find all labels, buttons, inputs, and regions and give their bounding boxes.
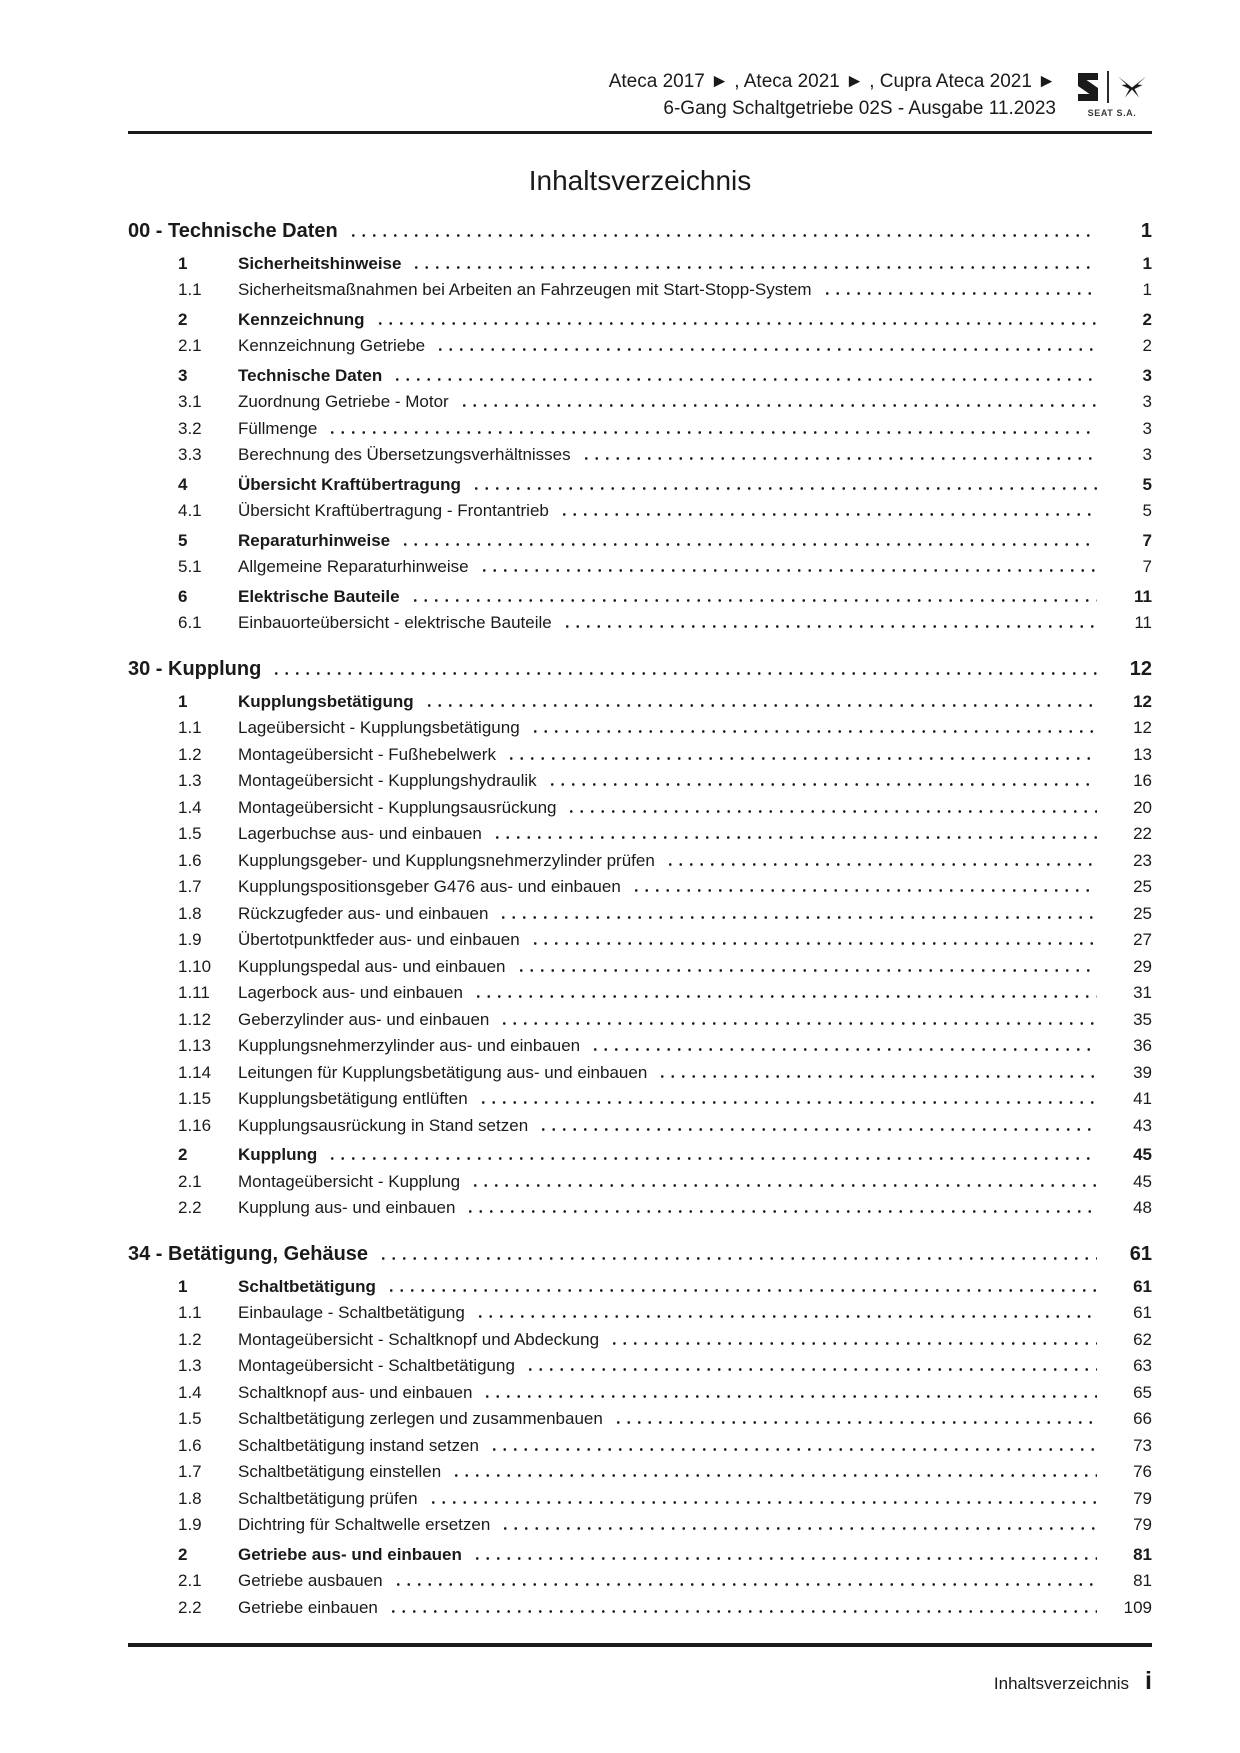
item-label: Sicherheitsmaßnahmen bei Arbeiten an Fahrzeugen mit Start-Stopp-System — [238, 280, 812, 299]
toc-item-row[interactable] — [128, 445, 1152, 465]
item-number: 1.13 — [178, 1036, 212, 1055]
item-number: 2 — [178, 1145, 188, 1164]
dot-leader — [665, 863, 1097, 866]
dot-leader — [547, 783, 1097, 786]
dot-leader — [559, 513, 1097, 516]
item-number: 1.16 — [178, 1115, 212, 1135]
toc-item-row[interactable] — [128, 1545, 1152, 1565]
item-number: 1 — [178, 691, 188, 711]
dot-leader — [393, 1583, 1097, 1586]
item-page-number: 25 — [1133, 877, 1152, 896]
dot-leader — [499, 1022, 1097, 1025]
item-page-number: 16 — [1133, 771, 1152, 790]
dot-leader — [410, 599, 1097, 602]
toc-item-row[interactable] — [128, 1198, 1152, 1218]
item-label: Getriebe einbauen — [238, 1597, 378, 1617]
item-label: Montageübersicht - Kupplung — [238, 1171, 461, 1191]
dot-leader — [392, 378, 1097, 381]
chapter-title: 34 - Betätigung, Gehäuse — [128, 1243, 369, 1265]
item-number: 1.7 — [178, 1462, 202, 1481]
item-label: Geberzylinder aus- und einbauen — [238, 1009, 490, 1029]
dot-leader — [348, 234, 1097, 237]
item-label: Schaltbetätigung prüfen — [238, 1488, 418, 1508]
item-page-number: 5 — [1142, 474, 1152, 494]
item-label: Montageübersicht - Schaltknopf und Abdeckung — [238, 1329, 600, 1349]
toc-item-row[interactable] — [128, 1330, 1152, 1350]
item-page-number: 81 — [1133, 1544, 1152, 1564]
footer-rule — [128, 1643, 1152, 1647]
item-label: Kupplungspedal aus- und einbauen — [238, 956, 506, 976]
item-page-number: 12 — [1133, 718, 1152, 737]
dot-leader — [562, 625, 1097, 628]
chapter-page-number: 1 — [1140, 220, 1152, 242]
item-page-number: 73 — [1133, 1435, 1152, 1455]
dot-leader — [530, 730, 1097, 733]
item-label: Montageübersicht - Kupplungsausrückung — [238, 797, 557, 817]
toc-item-row[interactable] — [128, 1089, 1152, 1109]
toc-item-row[interactable] — [128, 531, 1152, 551]
toc-item-row[interactable] — [128, 1010, 1152, 1030]
item-page-number: 1 — [1142, 253, 1152, 273]
item-label: Montageübersicht - Fußhebelwerk — [238, 744, 496, 764]
item-page-number: 76 — [1133, 1462, 1152, 1481]
toc-item-row[interactable] — [128, 336, 1152, 356]
toc-item-row[interactable] — [128, 877, 1152, 897]
item-page-number: 43 — [1133, 1115, 1152, 1135]
dot-leader — [613, 1421, 1097, 1424]
item-number: 2 — [178, 309, 188, 329]
dot-leader — [386, 1289, 1097, 1292]
dot-leader — [506, 757, 1097, 760]
dot-leader — [411, 266, 1097, 269]
item-page-number: 1 — [1142, 280, 1152, 299]
item-label: Kupplungsausrückung in Stand setzen — [238, 1115, 529, 1135]
item-label: Schaltknopf aus- und einbauen — [238, 1382, 473, 1402]
dot-leader — [473, 995, 1097, 998]
item-page-number: 20 — [1133, 797, 1152, 817]
item-page-number: 65 — [1133, 1382, 1152, 1402]
page-footer — [128, 1668, 1152, 1694]
dot-leader — [538, 1128, 1097, 1131]
item-page-number: 36 — [1133, 1036, 1152, 1055]
item-page-number: 35 — [1133, 1009, 1152, 1029]
toc-item-row[interactable] — [128, 1515, 1152, 1535]
item-number: 5.1 — [178, 557, 202, 576]
toc-item-row[interactable] — [128, 824, 1152, 844]
dot-leader — [271, 672, 1097, 675]
dot-leader — [435, 348, 1097, 351]
item-page-number: 45 — [1133, 1171, 1152, 1191]
item-page-number: 5 — [1142, 501, 1152, 520]
item-label: Montageübersicht - Schaltbetätigung — [238, 1356, 515, 1375]
item-label: Reparaturhinweise — [238, 530, 391, 550]
dot-leader — [475, 1315, 1097, 1318]
item-page-number: 23 — [1133, 850, 1152, 870]
toc-item-row[interactable] — [128, 1598, 1152, 1618]
item-label: Kupplung aus- und einbauen — [238, 1198, 456, 1217]
item-number: 3.2 — [178, 418, 202, 438]
toc-item-row[interactable] — [128, 475, 1152, 495]
item-number: 1.11 — [178, 983, 210, 1002]
toc-item-row[interactable] — [128, 745, 1152, 765]
item-label: Zuordnung Getriebe - Motor — [238, 392, 449, 411]
item-number: 2.1 — [178, 1571, 202, 1590]
item-label: Übersicht Kraftübertragung — [238, 474, 461, 494]
item-label: Schaltbetätigung — [238, 1276, 376, 1296]
chapter-title: 30 - Kupplung — [128, 658, 262, 680]
item-label: Kupplungsgeber- und Kupplungsnehmerzylinder prüfen — [238, 850, 655, 870]
footer-label: Inhaltsverzeichnis — [993, 1674, 1130, 1693]
item-page-number: 27 — [1133, 930, 1152, 949]
item-page-number: 29 — [1133, 956, 1152, 976]
seat-logo-icon — [1076, 72, 1100, 102]
item-label: Kupplungsnehmerzylinder aus- und einbauen — [238, 1036, 581, 1055]
item-number: 1.5 — [178, 1409, 202, 1428]
item-number: 1.3 — [178, 1356, 202, 1375]
toc-item-row[interactable] — [128, 983, 1152, 1003]
item-number: 1.1 — [178, 1303, 202, 1322]
dot-leader — [428, 1501, 1097, 1504]
dot-leader — [388, 1610, 1097, 1613]
dot-leader — [327, 1157, 1097, 1160]
item-label: Technische Daten — [238, 365, 383, 385]
toc-chapter-row[interactable] — [128, 218, 1152, 244]
dot-leader — [478, 1101, 1097, 1104]
item-label: Übersicht Kraftübertragung - Frontantrieb — [238, 501, 549, 520]
item-label: Rückzugfeder aus- und einbauen — [238, 903, 489, 923]
toc-item-row[interactable] — [128, 419, 1152, 439]
toc-item-row[interactable] — [128, 1145, 1152, 1165]
toc-item-row[interactable] — [128, 280, 1152, 300]
toc-item-row[interactable] — [128, 1571, 1152, 1591]
item-number: 2.1 — [178, 1171, 202, 1191]
dot-leader — [459, 404, 1097, 407]
dot-leader — [492, 836, 1097, 839]
item-number: 4 — [178, 474, 188, 494]
toc-chapter-row[interactable] — [128, 656, 1152, 682]
dot-leader — [424, 704, 1097, 707]
dot-leader — [590, 1048, 1097, 1051]
item-page-number: 45 — [1133, 1145, 1152, 1164]
item-page-number: 3 — [1142, 418, 1152, 438]
item-number: 1.6 — [178, 1435, 202, 1455]
header-subtitle-line: 6-Gang Schaltgetriebe 02S - Ausgabe 11.2023 — [663, 98, 1056, 119]
item-number: 1.2 — [178, 1329, 202, 1349]
item-page-number: 61 — [1133, 1276, 1152, 1296]
item-label: Elektrische Bauteile — [238, 586, 400, 606]
toc-item-row[interactable] — [128, 501, 1152, 521]
item-number: 5 — [178, 530, 188, 550]
item-page-number: 12 — [1133, 691, 1152, 711]
item-number: 1 — [178, 1276, 188, 1296]
dot-leader — [631, 889, 1097, 892]
item-label: Allgemeine Reparaturhinweise — [238, 557, 469, 576]
item-number: 1.4 — [178, 797, 202, 817]
toc-item-row[interactable] — [128, 957, 1152, 977]
item-label: Kupplungsbetätigung entlüften — [238, 1089, 468, 1108]
item-number: 3.3 — [178, 445, 202, 464]
dot-leader — [482, 1395, 1097, 1398]
item-number: 1.2 — [178, 744, 202, 764]
dot-leader — [609, 1342, 1097, 1345]
brand-logos — [1072, 70, 1152, 104]
item-number: 6.1 — [178, 613, 202, 632]
header-rule — [128, 131, 1152, 134]
toc-item-row[interactable] — [128, 798, 1152, 818]
dot-leader — [471, 487, 1097, 490]
item-number: 1.8 — [178, 903, 202, 923]
item-label: Übertotpunktfeder aus- und einbauen — [238, 930, 520, 949]
toc-item-row[interactable] — [128, 904, 1152, 924]
item-label: Kennzeichnung Getriebe — [238, 336, 426, 355]
item-label: Lagerbock aus- und einbauen — [238, 983, 463, 1002]
toc-item-row[interactable] — [128, 692, 1152, 712]
item-number: 1.15 — [178, 1089, 212, 1108]
dot-leader — [327, 431, 1097, 434]
item-label: Montageübersicht - Kupplungshydraulik — [238, 771, 537, 790]
item-number: 1.5 — [178, 824, 202, 843]
item-number: 1.1 — [178, 718, 202, 737]
item-page-number: 39 — [1133, 1062, 1152, 1082]
toc-item-row[interactable] — [128, 930, 1152, 950]
item-label: Lageübersicht - Kupplungsbetätigung — [238, 718, 520, 737]
item-number: 2.2 — [178, 1597, 202, 1617]
item-number: 4.1 — [178, 501, 202, 520]
item-page-number: 2 — [1142, 309, 1152, 329]
item-page-number: 7 — [1142, 557, 1152, 576]
item-page-number: 11 — [1134, 613, 1152, 632]
item-number: 1.9 — [178, 1515, 202, 1534]
dot-leader — [489, 1448, 1097, 1451]
item-label: Dichtring für Schaltwelle ersetzen — [238, 1515, 491, 1534]
toc-item-row[interactable] — [128, 771, 1152, 791]
toc-item-row[interactable] — [128, 1116, 1152, 1136]
item-page-number: 25 — [1133, 903, 1152, 923]
item-label: Getriebe aus- und einbauen — [238, 1544, 462, 1564]
item-page-number: 48 — [1133, 1198, 1152, 1217]
dot-leader — [375, 322, 1097, 325]
toc-item-row[interactable] — [128, 1063, 1152, 1083]
dot-leader — [451, 1474, 1097, 1477]
item-number: 1.10 — [178, 956, 212, 976]
chapter-page-number: 12 — [1129, 658, 1152, 680]
item-page-number: 31 — [1133, 983, 1152, 1002]
page-header — [128, 68, 1152, 122]
item-label: Schaltbetätigung zerlegen und zusammenbauen — [238, 1409, 603, 1428]
item-label: Schaltbetätigung einstellen — [238, 1462, 442, 1481]
dot-leader — [516, 969, 1097, 972]
dot-leader — [525, 1368, 1097, 1371]
dot-leader — [479, 569, 1097, 572]
dot-leader — [657, 1075, 1097, 1078]
header-models-line: Ateca 2017 ► , Ateca 2021 ► , Cupra Ateca 2021 ► — [608, 71, 1056, 92]
toc-item-row[interactable] — [128, 1036, 1152, 1056]
item-page-number: 3 — [1142, 392, 1152, 411]
item-number: 6 — [178, 586, 188, 606]
item-number: 1.3 — [178, 771, 202, 790]
toc-item-row[interactable] — [128, 1383, 1152, 1403]
toc-item-row[interactable] — [128, 254, 1152, 274]
item-number: 1.12 — [178, 1009, 212, 1029]
item-page-number: 81 — [1133, 1571, 1152, 1590]
item-number: 1.7 — [178, 877, 202, 896]
item-label: Kennzeichnung — [238, 309, 365, 329]
cupra-logo-icon — [1116, 75, 1148, 99]
dot-leader — [530, 942, 1097, 945]
item-label: Kupplungsbetätigung — [238, 691, 414, 711]
dot-leader — [822, 292, 1097, 295]
toc-item-row[interactable] — [128, 1356, 1152, 1376]
dot-leader — [498, 916, 1097, 919]
toc-item-row[interactable] — [128, 1277, 1152, 1297]
item-label: Lagerbuchse aus- und einbauen — [238, 824, 482, 843]
toc-item-row[interactable] — [128, 718, 1152, 738]
item-page-number: 7 — [1142, 530, 1152, 550]
toc-item-row[interactable] — [128, 1489, 1152, 1509]
item-page-number: 11 — [1134, 586, 1152, 606]
item-number: 3.1 — [178, 392, 202, 411]
toc-item-row[interactable] — [128, 557, 1152, 577]
item-number: 1 — [178, 253, 188, 273]
item-page-number: 2 — [1142, 336, 1152, 355]
toc — [128, 218, 1152, 1618]
item-number: 1.9 — [178, 930, 202, 949]
toc-item-row[interactable] — [128, 1436, 1152, 1456]
toc-item-row[interactable] — [128, 1462, 1152, 1482]
item-number: 1.14 — [178, 1062, 212, 1082]
dot-leader — [566, 810, 1097, 813]
brand-caption: SEAT S.A. — [1087, 108, 1137, 118]
dot-leader — [581, 457, 1097, 460]
item-number: 1.4 — [178, 1382, 202, 1402]
dot-leader — [400, 543, 1097, 546]
item-label: Getriebe ausbauen — [238, 1571, 383, 1590]
item-label: Leitungen für Kupplungsbetätigung aus- und einbauen — [238, 1062, 648, 1082]
toc-item-row[interactable] — [128, 310, 1152, 330]
item-number: 2.1 — [178, 336, 202, 355]
item-number: 1.6 — [178, 850, 202, 870]
dot-leader — [378, 1257, 1097, 1260]
dot-leader — [465, 1210, 1097, 1213]
item-page-number: 3 — [1142, 365, 1152, 385]
brand-block — [1072, 70, 1152, 118]
item-label: Schaltbetätigung instand setzen — [238, 1435, 480, 1455]
item-label: Einbaulage - Schaltbetätigung — [238, 1303, 465, 1322]
item-page-number: 41 — [1133, 1089, 1152, 1108]
item-page-number: 66 — [1133, 1409, 1152, 1428]
item-label: Berechnung des Übersetzungsverhältnisses — [238, 445, 571, 464]
toc-item-row[interactable] — [128, 1172, 1152, 1192]
toc-item-row[interactable] — [128, 1409, 1152, 1429]
toc-chapter-row[interactable] — [128, 1241, 1152, 1267]
item-page-number: 79 — [1133, 1488, 1152, 1508]
item-label: Füllmenge — [238, 418, 318, 438]
item-number: 3 — [178, 365, 188, 385]
item-label: Kupplungspositionsgeber G476 aus- und einbauen — [238, 877, 621, 896]
item-page-number: 3 — [1142, 445, 1152, 464]
item-number: 2 — [178, 1544, 188, 1564]
item-label: Einbauorteübersicht - elektrische Bauteile — [238, 613, 552, 632]
toc-item-row[interactable] — [128, 613, 1152, 633]
item-number: 1.1 — [178, 280, 202, 299]
chapter-title: 00 - Technische Daten — [128, 220, 338, 242]
item-number: 1.8 — [178, 1488, 202, 1508]
page-title: Inhaltsverzeichnis — [528, 164, 752, 196]
toc-item-row[interactable] — [128, 851, 1152, 871]
item-page-number: 22 — [1133, 824, 1152, 843]
item-label: Sicherheitshinweise — [238, 253, 402, 273]
dot-leader — [470, 1184, 1097, 1187]
chapter-page-number: 61 — [1129, 1243, 1152, 1265]
item-page-number: 109 — [1123, 1597, 1152, 1617]
item-page-number: 61 — [1133, 1303, 1152, 1322]
dot-leader — [472, 1557, 1097, 1560]
item-page-number: 63 — [1133, 1356, 1152, 1375]
toc-item-row[interactable] — [128, 587, 1152, 607]
footer-page-number: i — [1145, 1667, 1152, 1695]
item-page-number: 79 — [1133, 1515, 1152, 1534]
item-page-number: 62 — [1133, 1329, 1152, 1349]
dot-leader — [500, 1527, 1097, 1530]
item-label: Kupplung — [238, 1145, 318, 1164]
header-text — [609, 68, 1056, 122]
toc-item-row[interactable] — [128, 392, 1152, 412]
item-page-number: 13 — [1133, 744, 1152, 764]
toc-item-row[interactable] — [128, 1303, 1152, 1323]
logo-divider — [1107, 71, 1109, 103]
item-number: 2.2 — [178, 1198, 202, 1217]
toc-item-row[interactable] — [128, 366, 1152, 386]
